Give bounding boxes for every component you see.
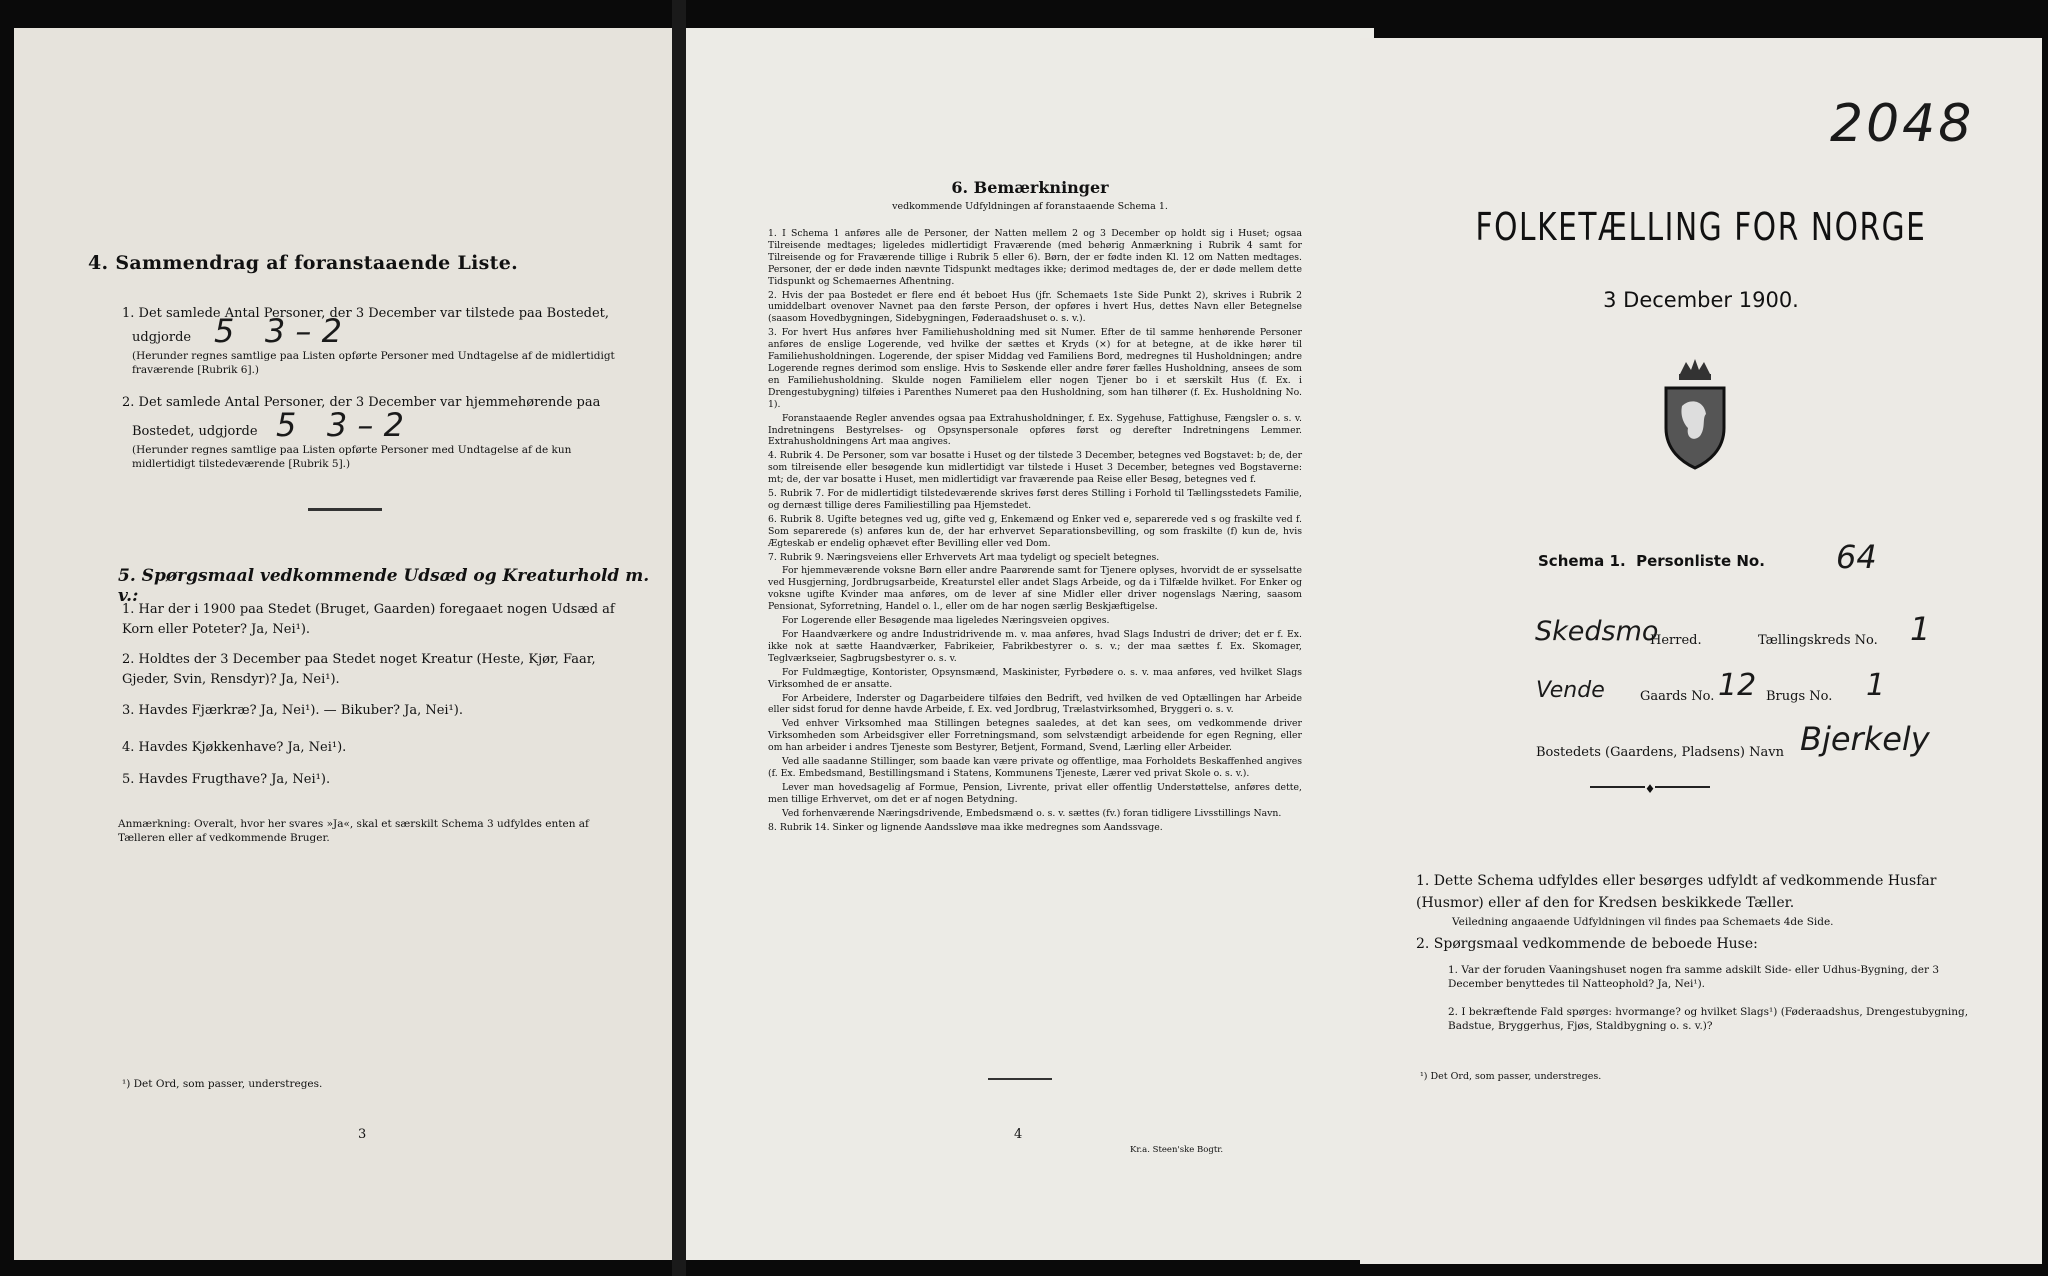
census-title: FOLKETÆLLING FOR NORGE bbox=[1475, 205, 1927, 249]
remarks-paragraph: For Logerende eller Besøgende maa ligeledes Næringsveien opgives. bbox=[782, 615, 1110, 627]
item1-value: 5 3 – 2 bbox=[214, 312, 342, 350]
item2-note: (Herunder regnes samtlige paa Listen opførte Personer med Undtagelse af de kun midlertidigt tilstedeværende [Rubrik 5].) bbox=[132, 444, 572, 470]
schema-label: Schema 1. Personliste No. bbox=[1538, 552, 1765, 570]
item1-note: (Herunder regnes samtlige paa Listen opførte Personer med Undtagelse af de midlertidigt fraværende [Rubrik 6].) bbox=[132, 350, 615, 376]
page-number: 4 bbox=[1014, 1127, 1023, 1142]
krets-label: Tællingskreds No. bbox=[1758, 633, 1878, 648]
item1-text: 1. Det samlede Antal Personer, der 3 December var tilstede paa Bostedet, bbox=[122, 306, 610, 321]
remarks-paragraph: Ved enhver Virksomhed maa Stillingen betegnes saaledes, at det kan sees, om vedkommende driver Virksomheden som Arbeidsgiver eller Forretningsmand, som selvstændigt arbeidende for egen Regning, eller om han arbeider i andres Tjeneste som Bestyrer, Betjent, Formand, Svend, Lærling eller Arbeider. bbox=[768, 718, 1302, 754]
bosted-label: Bostedets (Gaardens, Pladsens) Navn bbox=[1536, 745, 1784, 760]
instruction-1: 1. Dette Schema udfyldes eller besørges udfyldt af vedkommende Husfar (Husmor) eller af den for Kredsen beskikkede Tæller. bbox=[1416, 873, 1937, 911]
remarks-paragraph: 2. Hvis der paa Bostedet er flere end ét beboet Hus (jfr. Schemaets 1ste Side Punkt 2), skrives i Rubrik 2 umiddelbart ovenover Navnet paa den første Person, der opføres i hvert Hus, dettes Navn eller Betegnelse (saasom Hovedbygningen, Sidebygningen, Føderaadshuset o. s. v.). bbox=[768, 289, 1302, 325]
instruction-2-q1: 1. Var der foruden Vaaningshuset nogen fra samme adskilt Side- eller Udhus-Bygning, der 3 December benyttedes til Natteophold? Ja, Nei¹). bbox=[1448, 964, 1939, 990]
divider bbox=[308, 508, 382, 511]
footnote: ¹) Det Ord, som passer, understreges. bbox=[122, 1078, 323, 1090]
section5-title: 5. Spørgsmaal vedkommende Udsæd og Kreaturhold m. v.: bbox=[118, 566, 650, 606]
remarks-paragraph: 4. Rubrik 4. De Personer, som var bosatte i Huset og der tilstede 3 December, betegnes ved Bogstavet: b; de, der som tilreisende eller besøgende kun midlertidigt var tilstede i Huset 3 December, betegnes ved Bogstaverne: mt; de, der var bosatte i Huset, men midlertidigt var fraværende paa Reise eller Besøg, betegnes ved f. bbox=[768, 450, 1303, 486]
item2-prefix: Bostedet, udgjorde bbox=[132, 424, 258, 439]
herred-label: Herred. bbox=[1650, 633, 1702, 648]
remarks-paragraph: 8. Rubrik 14. Sinker og lignende Aandssløve maa ikke medregnes som Aandssvage. bbox=[768, 821, 1163, 833]
bosted-value: Bjerkely bbox=[1800, 720, 1930, 758]
printer-imprint: Kr.a. Steen'ske Bogtr. bbox=[1130, 1145, 1224, 1155]
remarks-paragraph: 7. Rubrik 9. Næringsveiens eller Erhvervets Art maa tydeligt og specielt betegnes. bbox=[768, 551, 1160, 563]
brugs-value: 1 bbox=[1866, 668, 1886, 703]
instruction-2-q2: 2. I bekræftende Fald spørges: hvormange? og hvilket Slags¹) (Føderaadshus, Drengestubygning, Badstue, Bryggerhus, Fjøs, Staldbygning o. s. v.)? bbox=[1448, 1006, 1969, 1032]
remarks-paragraph: Ved alle saadanne Stillinger, som baade kan være private og offentlige, maa Forholdets Beskaffenhed angives (f. Ex. Embedsmand, Bestillingsmand i Statens, Kommunens Tjeneste, Lærer ved privat Skole o. s. v.). bbox=[768, 756, 1302, 779]
archive-number: 2048 bbox=[1830, 94, 1975, 154]
question-1: 1. Har der i 1900 paa Stedet (Bruget, Gaarden) foregaaet nogen Udsæd af Korn eller Poteter? Ja, Nei¹). bbox=[122, 602, 615, 637]
item1-prefix: udgjorde bbox=[132, 330, 192, 345]
brugs-label: Brugs No. bbox=[1766, 689, 1833, 704]
instruction-2: 2. Spørgsmaal vedkommende de beboede Huse: bbox=[1416, 936, 1758, 952]
remarks-paragraph: For hjemmeværende voksne Børn eller andre Paarørende samt for Tjenere oplyses, hvorvidt de er sysselsatte ved Husgjerning, Jordbrugsarbeide, Kreaturstel eller andet Slags Arbeide, og da i Tilfælde hvilket. For Enker og voksne ugifte Kvinder maa anføres, om de lever af sine Midler eller driver nogenslags Næring, saasom Pensionat, Syforretning, Handel o. l., eller om de har nogen særlig Beskjæftigelse. bbox=[768, 565, 1302, 613]
remarks-paragraph: Ved forhenværende Næringsdrivende, Embedsmænd o. s. v. sættes (fv.) foran tidligere Livsstillings Navn. bbox=[782, 807, 1282, 819]
ornament-divider: ♦ bbox=[1590, 786, 1710, 807]
gaard-label: Gaards No. bbox=[1640, 689, 1715, 704]
page-right bbox=[1360, 38, 2042, 1264]
question-2: 2. Holdtes der 3 December paa Stedet noget Kreatur (Heste, Kjør, Faar, Gjeder, Svin, Rensdyr)? Ja, Nei¹). bbox=[122, 652, 596, 687]
remarks-body bbox=[768, 228, 1302, 836]
remarks-subtitle: vedkommende Udfyldningen af foranstaaende Schema 1. bbox=[892, 201, 1168, 212]
remarks-paragraph: 5. Rubrik 7. For de midlertidigt tilstedeværende skrives først deres Stilling i Forhold til Tællingsstedets Familie, og dernæst tillige deres Familiestilling paa Hjemstedet. bbox=[768, 488, 1302, 511]
personliste-number: 64 bbox=[1836, 538, 1877, 576]
annotation-note: Anmærkning: Overalt, hvor her svares »Ja«, skal et særskilt Schema 3 udfyldes enten af Tælleren eller af vedkommende Bruger. bbox=[118, 818, 589, 844]
gaard-number: 12 bbox=[1718, 668, 1757, 703]
remarks-paragraph: Foranstaaende Regler anvendes ogsaa paa Extrahusholdninger, f. Ex. Sygehuse, Fattighuse, Fængsler o. s. v. Indretningens Bestyrelses- og Opsynspersonale opføres først og derefter Indretningens Lemmer. Extrahusholdningens Art maa angives. bbox=[768, 412, 1302, 448]
gaard-value: Vende bbox=[1536, 678, 1605, 703]
footnote: ¹) Det Ord, som passer, understreges. bbox=[1420, 1071, 1602, 1082]
remarks-paragraph: For Haandværkere og andre Industridrivende m. v. maa anføres, hvad Slags Industri de driver; det er f. Ex. ikke nok at sætte Haandværker, Fabrikeier, Fabrikbestyrer o. s. v.; der maa sættes f. Ex. Skomager, Teglværkseier, Sagbrugsbestyrer o. s. v. bbox=[768, 629, 1302, 664]
remarks-paragraph: 1. I Schema 1 anføres alle de Personer, der Natten mellem 2 og 3 December op holdt sig i Huset; ogsaa Tilreisende medtages; ligeledes midlertidigt Fraværende (med behørig Anmærkning i Rubrik 4 samt for Tilreisende og for Fraværende tillige i Rubrik 5 eller 6). Børn, der er fødte inden Kl. 12 om Natten medtages. Personer, der er døde inden nævnte Tidspunkt medtages ikke; derimod medtages de, der er døde mellem dette Tidspunkt og Schemaernes Afhentning. bbox=[768, 228, 1302, 287]
krets-value: 1 bbox=[1910, 610, 1931, 648]
binding-gap bbox=[672, 0, 686, 1276]
page-number: 3 bbox=[358, 1127, 367, 1142]
section4-title: 4. Sammendrag af foranstaaende Liste. bbox=[88, 252, 519, 274]
page-left bbox=[14, 28, 672, 1260]
item2-value: 5 3 – 2 bbox=[276, 406, 404, 444]
question-4: 4. Havdes Kjøkkenhave? Ja, Nei¹). bbox=[122, 740, 347, 755]
herred-value: Skedsmo bbox=[1535, 616, 1659, 647]
norway-lion-crest-icon bbox=[1660, 356, 1730, 470]
remarks-paragraph: For Fuldmægtige, Kontorister, Opsynsmænd, Maskinister, Fyrbødere o. s. v. maa anføres, ved hvilket Slags Virksomhed de er ansatte. bbox=[768, 666, 1302, 690]
remarks-paragraph: Lever man hovedsagelig af Formue, Pension, Livrente, privat eller offentlig Understøttelse, anføres dette, men tillige Erhvervet, om det er af nogen Betydning. bbox=[768, 781, 1302, 805]
item2-text: 2. Det samlede Antal Personer, der 3 December var hjemmehørende paa bbox=[122, 395, 601, 410]
remarks-title: 6. Bemærkninger bbox=[951, 178, 1109, 197]
question-5: 5. Havdes Frugthave? Ja, Nei¹). bbox=[122, 772, 331, 787]
page-middle bbox=[686, 28, 1374, 1260]
question-3: 3. Havdes Fjærkræ? Ja, Nei¹). — Bikuber? Ja, Nei¹). bbox=[122, 703, 463, 718]
instruction-1-sub: Veiledning angaaende Udfyldningen vil findes paa Schemaets 4de Side. bbox=[1452, 916, 1834, 928]
remarks-paragraph: For Arbeidere, Inderster og Dagarbeidere tilføies den Bedrift, ved hvilken de ved Optællingen har Arbeide eller sidst forud for denne havde Arbeide, f. Ex. ved Jordbrug, Trælastvirksomhed, Bryggeri o. s. v. bbox=[768, 692, 1302, 716]
remarks-paragraph: 6. Rubrik 8. Ugifte betegnes ved ug, gifte ved g, Enkemænd og Enker ved e, separerede ved s og fraskilte ved f. Som separerede (s) anføres kun de, der har erhvervet Separationsbevilling, og som fraskilte (f) kun de, hvis Ægteskab er endelig ophævet efter Bevilling eller ved Dom. bbox=[768, 513, 1302, 549]
remarks-paragraph: 3. For hvert Hus anføres hver Familiehusholdning med sit Numer. Efter de til samme henhørende Personer anføres de enslige Logerende, ved hvilke der sættes et Kryds (×) for at betegne, at de ikke hører til Familiehusholdningen. Logerende, der spiser Middag ved Familiens Bord, medregnes til Husholdningen; andre Logerende regnes derimod som enslige. Hvis to Søskende eller andre fører fælles Husholdning, ansees de som en Familiehusholdning. Skulde nogen Familielem eller nogen Tjener bo i et særskilt Hus (f. Ex. i Drengestubygning) tilføies i Parenthes Numeret paa den Husholdning, som han tilhører (f. Ex. Husholdning No. 1). bbox=[768, 327, 1302, 410]
census-date: 3 December 1900. bbox=[1603, 288, 1799, 312]
divider bbox=[988, 1078, 1052, 1080]
